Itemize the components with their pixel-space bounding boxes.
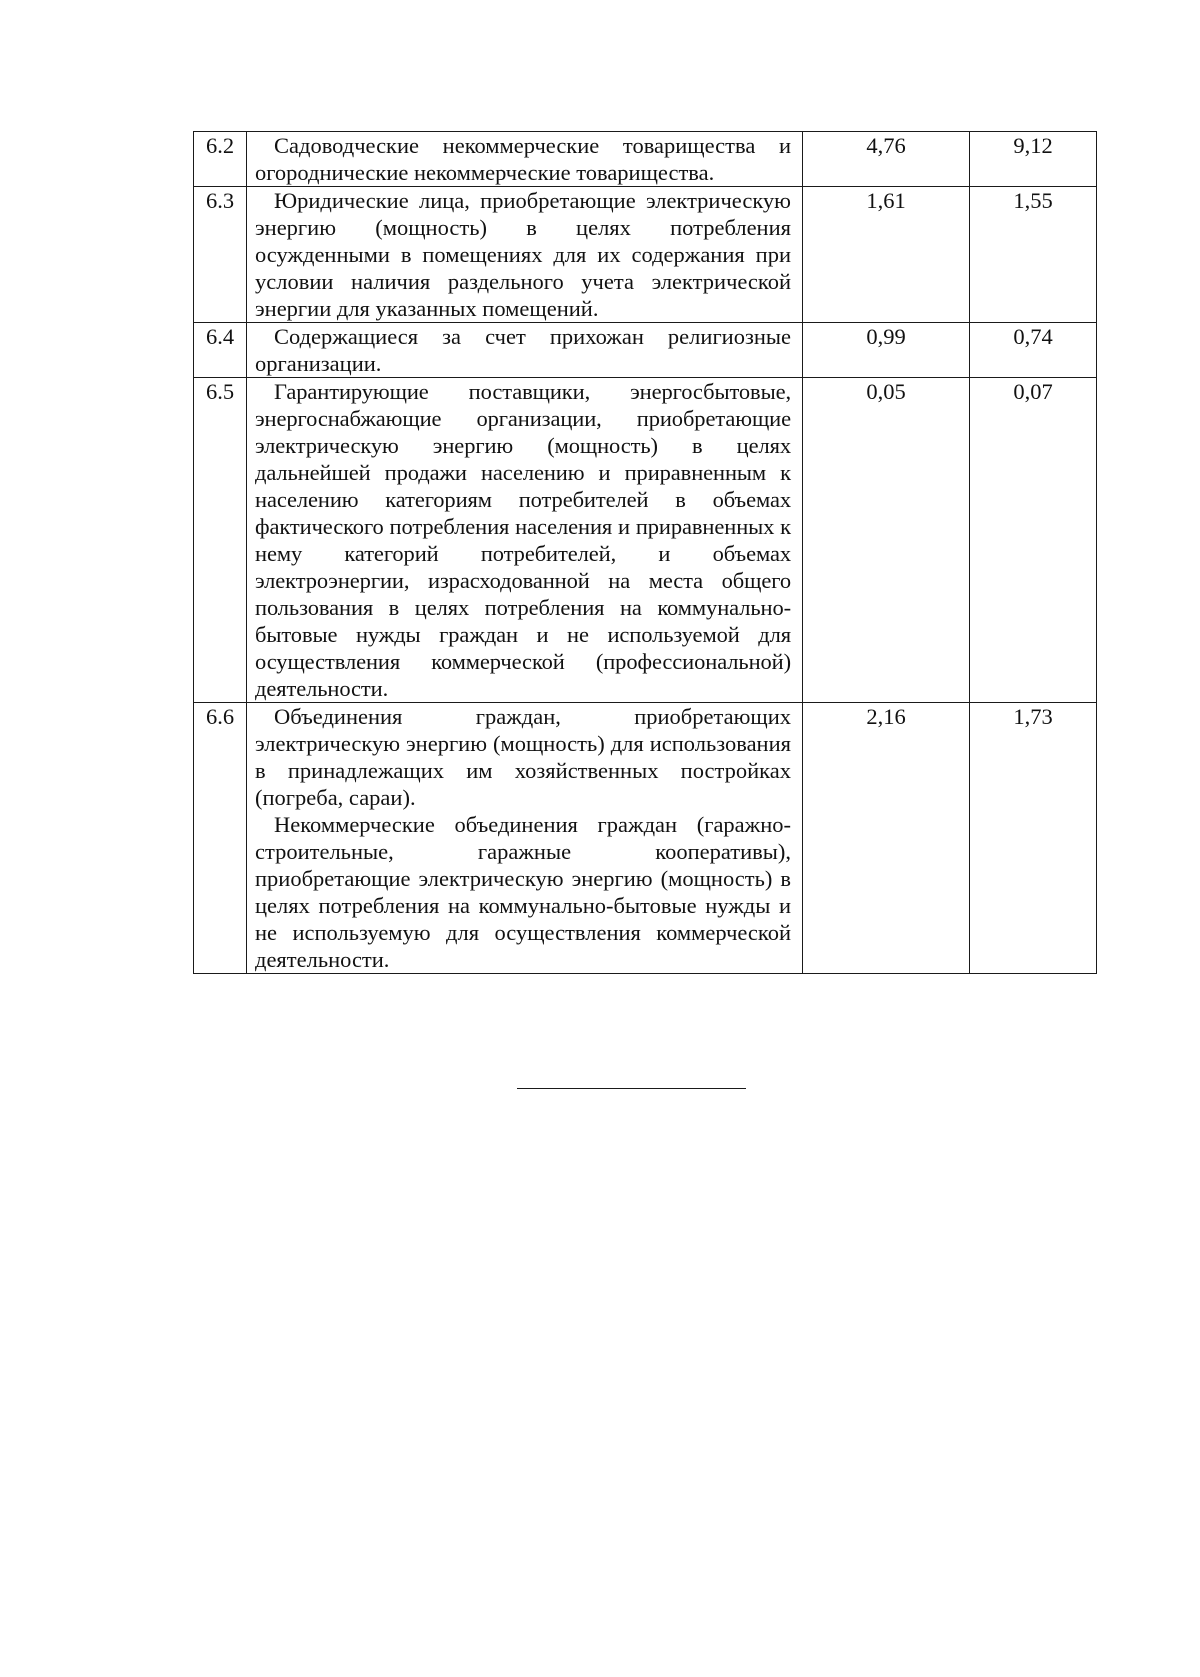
row-description [247, 187, 803, 323]
table-row [194, 703, 1097, 974]
row-number: 6.2 [194, 132, 247, 187]
row-value-1: 1,61 [803, 187, 970, 323]
row-description [247, 132, 803, 187]
row-value-2: 0,74 [970, 323, 1097, 378]
table-row [194, 132, 1097, 187]
description-paragraph: Некоммерческие объединения граждан (гаражно-строительные, гаражные кооперативы), приобретающие электрическую энергию (мощность) в целях потребления на коммунально-бытовые нужды и не используемую для осуществления коммерческой деятельности. [255, 812, 791, 972]
table-row [194, 323, 1097, 378]
table-row [194, 378, 1097, 703]
row-number: 6.3 [194, 187, 247, 323]
row-description [247, 703, 803, 974]
row-number: 6.4 [194, 323, 247, 378]
end-of-document-rule [517, 1088, 746, 1089]
row-value-1: 0,05 [803, 378, 970, 703]
table-row [194, 187, 1097, 323]
row-number: 6.6 [194, 703, 247, 974]
row-description [247, 378, 803, 703]
row-value-1: 0,99 [803, 323, 970, 378]
description-paragraph: Объединения граждан, приобретающих электрическую энергию (мощность) для использования в принадлежащих им хозяйственных постройках (погреба, сараи). [255, 704, 791, 810]
row-value-1: 2,16 [803, 703, 970, 974]
row-description [247, 323, 803, 378]
description-paragraph: Содержащиеся за счет прихожан религиозные организации. [255, 324, 791, 376]
tariff-table [193, 131, 1097, 974]
row-value-1: 4,76 [803, 132, 970, 187]
description-paragraph: Садоводческие некоммерческие товарищества и огороднические некоммерческие товарищества. [255, 133, 791, 185]
row-value-2: 0,07 [970, 378, 1097, 703]
description-paragraph: Юридические лица, приобретающие электрическую энергию (мощность) в целях потребления осужденными в помещениях для их содержания при условии наличия раздельного учета электрической энергии для указанных помещений. [255, 188, 791, 321]
description-paragraph: Гарантирующие поставщики, энергосбытовые, энергоснабжающие организации, приобретающие электрическую энергию (мощность) в целях дальнейшей продажи населению и приравненным к населению категориям потребителей в объемах фактического потребления населения и приравненных к нему категорий потребителей, и объемах электроэнергии, израсходованной на места общего пользования в целях потребления на коммунально-бытовые нужды граждан и не используемой для осуществления коммерческой (профессиональной) деятельности. [255, 379, 791, 701]
row-value-2: 9,12 [970, 132, 1097, 187]
row-number: 6.5 [194, 378, 247, 703]
row-value-2: 1,55 [970, 187, 1097, 323]
row-value-2: 1,73 [970, 703, 1097, 974]
